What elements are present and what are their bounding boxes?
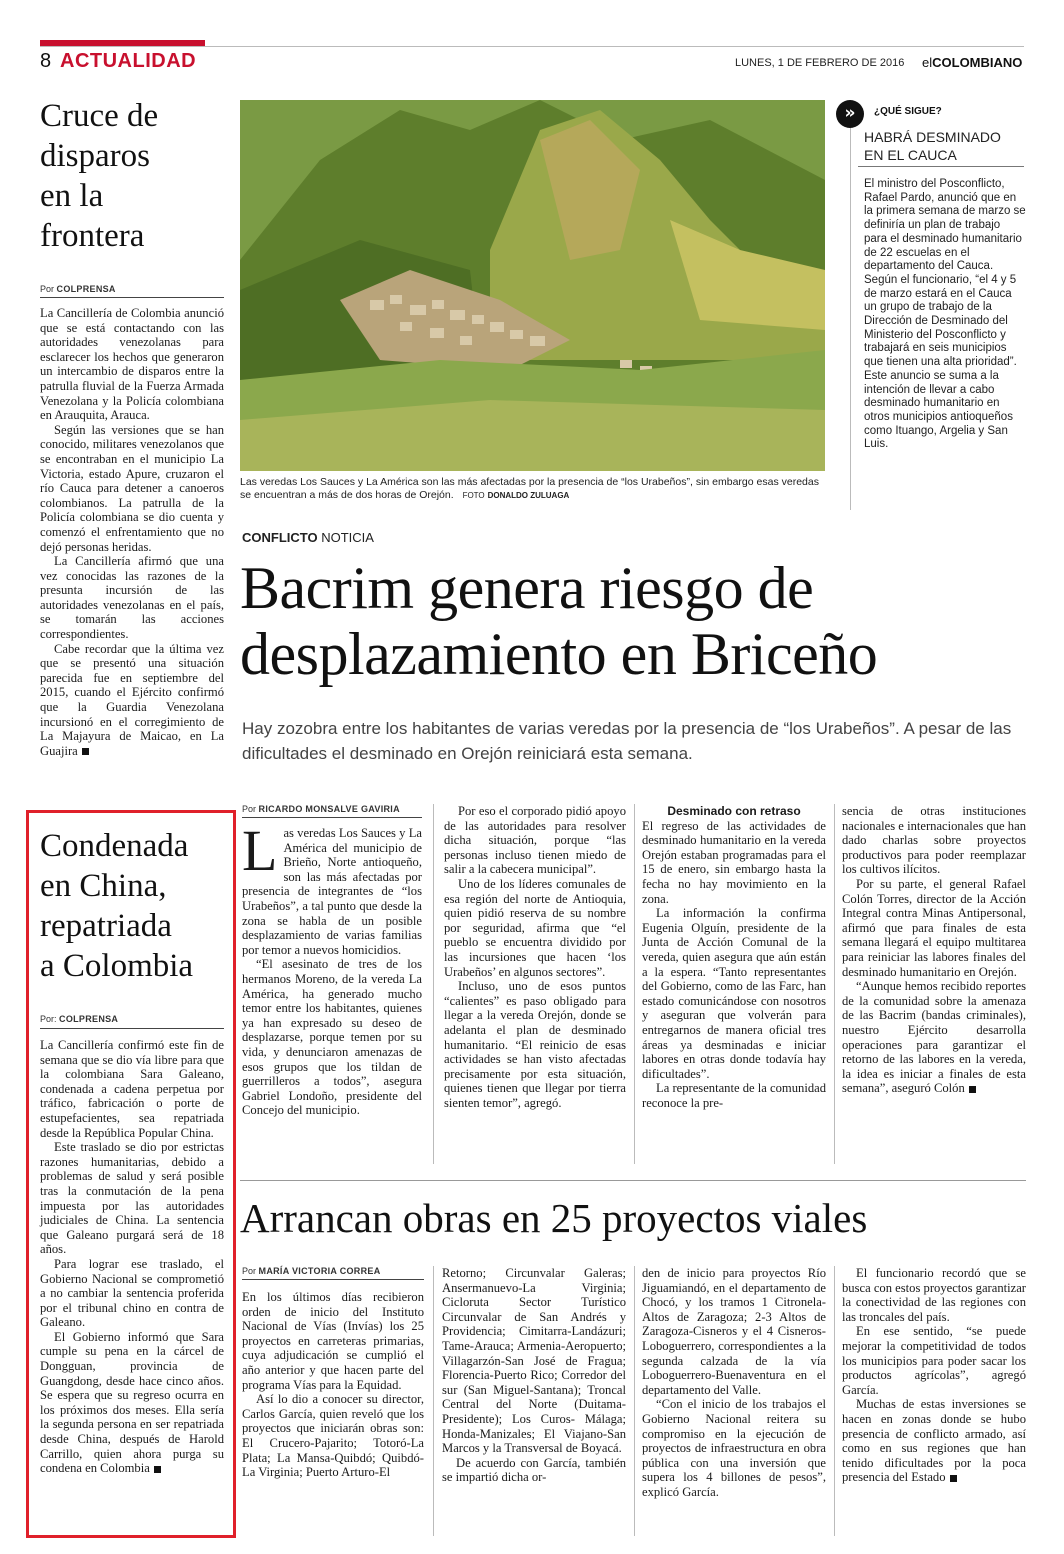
roads-byline-rule [242, 1279, 424, 1280]
left-story-2-title [40, 826, 230, 986]
end-mark-icon [154, 1466, 161, 1473]
page-number: 8 [40, 50, 52, 72]
paragraph: Para lograr ese traslado, el Gobierno Nacional se comprometió a no cambiar la sentencia proferida por el tribunal chino en contra de Galeano. [40, 1256, 224, 1330]
title-line: Condenada [40, 828, 189, 864]
roads-col-1 [242, 1290, 424, 1480]
main-kicker: CONFLICTO NOTICIA [242, 530, 374, 545]
end-mark-icon [950, 1475, 957, 1482]
paragraph: den de inicio para proyectos Río Jiguamiandó, en el departamento de Chocó, y los tramos 1 Citronela-Altos de Zaragoza; 2-3 Altos de Zaragoza-Cisneros y el 4 Cisneros-Loboguerrero, correspondientes a la segunda calzada de la vía Loboguerrero-Buenaventura en el departamento del Valle. [642, 1266, 826, 1397]
paragraph: El Gobierno informó que Sara cumple su pena en la cárcel de Dongguan, provincia de Guangdong, desde hace cinco años. Se espera que su regreso ocurra en los próximos dos meses. Ella sería la segunda persona en ser repatriada desde China, después de Harold Carrillo, quien ahora purga su condena en Colombia [40, 1329, 224, 1476]
sidebar-text: El ministro del Posconflicto, Rafael Pardo, anunció que en la primera semana de marzo se definiría un plan de trabajo para el desminado humanitario de 22 escuelas en el departamento del Cauca. Según el funcionario, “el 4 y 5 de marzo estará en el Cauca un grupo de trabajo de la Dirección de Desminado del Ministerio del Posconflicto y trabajará en seis municipios que tienen una alta prioridad”. Este anuncio se suma a la intención de llevar a cabo desminado humanitario en otros municipios antioqueños como Ituango, Argelia y San Luis. [864, 178, 1026, 451]
paragraph: Según las versiones que se han conocido, militares venezolanos que se encontraban en el municipio La Victoria, estado Apure, cruzaron el río Cauca para detener a canoeros colombianos. La patrulla de la Policía colombiana se dio cuenta y comenzó el enfrentamiento que no dejó personas heridas. [40, 422, 224, 554]
column-divider [634, 804, 635, 1164]
left-story-1-byline: Por COLPRENSA [40, 284, 116, 294]
paragraph: Por su parte, el general Rafael Colón Torres, director de la Acción Integral contra Minas Antipersonal, afirmó que para finales de esta semana llegará el equipo multitarea para reiniciar las labores finales del desminado humanitario en Orejón. [842, 876, 1026, 979]
main-byline: Por RICARDO MONSALVE GAVIRIA [242, 804, 400, 814]
column-divider [433, 804, 434, 1164]
left-story-2-rule [40, 1028, 224, 1029]
caption-text: Las veredas Los Sauces y La América son las más afectadas por la presencia de “los Urabeños”, sin embargo esas veredas se encuentran a más de dos horas de Orejón. [240, 476, 819, 501]
headline-line: Bacrim genera riesgo de [240, 555, 814, 621]
roads-headline: Arrancan obras en 25 proyectos viales [240, 1195, 868, 1241]
paragraph: La Cancillería de Colombia anunció que se está contactando con las autoridades venezolanas para esclarecer los hechos que generaron un intercambio de disparos entre la patrulla fluvial de la Fuerza Armada Venezolana y la Policía colombiana en Arauquita, Arauca. [40, 306, 224, 423]
landscape-illustration [240, 100, 825, 471]
main-col-1 [242, 818, 422, 1118]
paragraph: Por eso el corporado pidió apoyo de las autoridades para resolver dicha situación, porque “las personas incluso tienen miedo de salir a la cabecera municipal”. [444, 804, 626, 877]
title-line: repatriada [40, 908, 172, 944]
photo-caption [240, 476, 825, 502]
roads-byline: Por MARÍA VICTORIA CORREA [242, 1266, 381, 1276]
paragraph: Incluso, uno de esos puntos “calientes” es paso obligado para llegar a la vereda Orejón, donde se adelanta el plan de desminado humanitario. “El reinicio de esas actividades se han visto afectadas precisamente por esta situación, quienes tienen que llegar por tierra sienten temor”, agregó. [444, 979, 626, 1110]
photo-credit-prefix: FOTO [462, 491, 485, 500]
title-line: en China, [40, 868, 167, 904]
paragraph: El funcionario recordó que se busca con estos proyectos garantizar la conectividad de las regiones con las troncales del país. [842, 1266, 1026, 1324]
sidebar-title-rule [858, 166, 1024, 167]
paragraph: Este traslado se dio por estrictas razones humanitarias, debido a problemas de salud y será posible tras la conmutación de la pena impuesta por las autoridades judiciales de China. La sentencia que Galeano purgará será de 18 años. [40, 1140, 224, 1257]
main-col-4 [842, 804, 1026, 1096]
title-line: en la [40, 178, 104, 214]
roads-col-4 [842, 1266, 1026, 1485]
dropcap: L [242, 818, 278, 883]
paragraph: La Cancillería confirmó este fin de semana que se dio vía libre para que la colombiana Sara Galeano, condenada a cadena perpetua por tráfico, fabricación o porte de estupefacientes, sea repatriada desde la República Popular China. [40, 1038, 224, 1140]
roads-col-2 [442, 1266, 626, 1485]
end-mark-icon [82, 748, 89, 755]
brand-prefix: el [922, 55, 933, 70]
brand-name: COLOMBIANO [932, 55, 1023, 70]
double-chevron-right-icon: » [836, 100, 864, 128]
paragraph: sencia de otras instituciones nacionales e internacionales que han dado charlas sobre proyectos productivos para poder reemplazar los cultivos ilícitos. [842, 804, 1026, 877]
left-story-2-body [40, 1038, 224, 1476]
paragraph: El regreso de las actividades de desminado humanitario en la vereda Orejón estaban programadas para el 15 de enero, sin embargo hasta la fecha no hay movimiento en la zona. [642, 818, 826, 906]
header-rule [40, 46, 1024, 47]
subhead: Desminado con retraso [667, 804, 801, 818]
paragraph: En los últimos días recibieron orden de inicio del Instituto Nacional de Vías (Invías) los 25 proyectos en carreteras primarias, cuya adjudicación se cumplió el año anterior y que hacen parte del programa Vías para la Equidad. [242, 1290, 424, 1392]
sidebar-kicker: ¿QUÉ SIGUE? [874, 106, 942, 117]
paragraph: La representante de la comunidad reconoce la pre- [642, 1081, 826, 1110]
left-story-1-rule [40, 297, 224, 298]
paragraph: La Cancillería afirmó que una vez conocidas las razones de la presunta incursión de las autoridades venezolanas en el país, se tomarán las acciones correspondientes. [40, 554, 224, 642]
paragraph: “Con el inicio de los trabajos el Gobierno Nacional reitera su compromiso en la ejecución de proyectos de infraestructura en obra pública con una inversión que supera los 4 billones de pesos”, explicó García. [642, 1397, 826, 1499]
roads-col-3 [642, 1266, 826, 1500]
sidebar-title: HABRÁ DESMINADO EN EL CAUCA [864, 129, 1001, 163]
paragraph: En ese sentido, “se puede mejorar la competitividad de todos los municipios para poder sacar los productos agrícolas”, agregó García. [842, 1324, 1026, 1397]
paragraph: Así lo dio a conocer su director, Carlos García, quien reveló que los proyectos que iniciarán obras son: El Crucero-Pajarito; Totoró-La Plata; La Mansa-Quibdó; Quibdó-La Virginia; Puerto Arturo-El [242, 1392, 424, 1480]
column-divider [433, 1266, 434, 1536]
column-divider [634, 1266, 635, 1536]
paragraph: “Aunque hemos recibido reportes de la comunidad sobre la amenaza de las Bacrim (bandas criminales), nuestro Ejército desarrolla operaciones para garantizar el retorno de las labores en la vereda, la idea es iniciar a finales de esta semana”, aseguró Colón [842, 979, 1026, 1096]
left-story-1-body [40, 306, 224, 758]
issue-date: LUNES, 1 DE FEBRERO DE 2016 [735, 57, 905, 69]
section-name: ACTUALIDAD [60, 50, 197, 72]
paragraph: La información la confirma Eugenia Olguín, presidente de la Junta de Acción Comunal de la vereda, quien asegura que aún están a la espera. “Tanto representantes del Gobierno, como de las Farc, han estado comunicándose con nosotros y aseguran que volverán para entregarnos de manera oficial tres áreas ya desminadas e iniciar labores en otras donde todavía hay dificultades”. [642, 906, 826, 1081]
headline-line: desplazamiento en Briceño [240, 621, 878, 687]
title-line: disparos [40, 138, 150, 174]
main-col-3 [642, 804, 826, 1110]
paragraph: Cabe recordar que la última vez que se presentó una situación parecida fue en septiembre del 2015, cuando el Ejército confirmó que la Guardia Venezolana incursionó en el corregimiento de La Majayura de Maicao, en La Guajira [40, 641, 224, 758]
paragraph: Las veredas Los Sauces y La América del municipio de Brieño, Norte antioqueño, son las más afectadas por presencia de integrantes de “los Urabeños”, a tal punto que desde la zona se habla de un posible desplazamiento de varias familias por temor a nuevos homicidios. [242, 818, 422, 957]
paragraph: Retorno; Circunvalar Galeras; Ansermanuevo-La Virginia; Cicloruta Sector Turístico Circunvalar de San Andrés y Providencia; Cimitarra-Landázuri; Tame-Arauca; Armenia-Aeropuerto; Villagarzón-San José de Fragua; Florencia-Puerto Rico; Corredor del sur (San Miguel-Santana); Troncal Central del Norte (Duitama-Presidente); Los Curos- Málaga; Honda-Manizales; El Viajano-San Marcos y la Transversal de Boyacá. [442, 1266, 626, 1456]
main-deck: Hay zozobra entre los habitantes de varias veredas por la presencia de “los Urabeños”. A pesar de las dificultades el desminado en Orejón reiniciará esta semana. [242, 719, 1012, 763]
sidebar-divider [850, 100, 851, 510]
photo-credit: DONALDO ZULUAGA [487, 491, 570, 500]
column-divider [834, 804, 835, 1164]
title-line: Cruce de [40, 98, 159, 134]
main-col-2 [444, 804, 626, 1110]
landscape-photo [240, 100, 825, 471]
brand-logo [922, 55, 1022, 70]
roads-top-rule [240, 1180, 1026, 1181]
title-line: a Colombia [40, 948, 194, 984]
main-headline [240, 555, 1030, 687]
left-story-1-title [40, 96, 230, 256]
end-mark-icon [969, 1086, 976, 1093]
paragraph: “El asesinato de tres de los hermanos Moreno, de la vereda La América, ha generado mucho temor entre los habitantes, quienes ya han expresado su deseo de desplazarse, porque temen por su vida, y denunciaron amenazas de esos grupos que los tildan de guerrilleros a todos”, asegura Gabriel Londoño, presidente del Concejo del municipio. [242, 957, 422, 1118]
paragraph: Muchas de estas inversiones se hacen en zonas donde se hubo presencia de conflicto armado, así como en sus regiones que han tenido dificultades por la poca presencia del Estado [842, 1397, 1026, 1485]
column-divider [834, 1266, 835, 1536]
paragraph: Uno de los líderes comunales de esa región del norte de Antioquia, quien pidió reserva de su nombre por seguridad, afirma que “el pueblo se encuentra dividido por las incursiones que hacen ‘los Urabeños’ en algunos sectores”. [444, 876, 626, 979]
left-story-2-byline: Por: COLPRENSA [40, 1014, 119, 1024]
paragraph: De acuerdo con García, también se impartió dicha or- [442, 1455, 626, 1485]
title-line: frontera [40, 218, 145, 254]
